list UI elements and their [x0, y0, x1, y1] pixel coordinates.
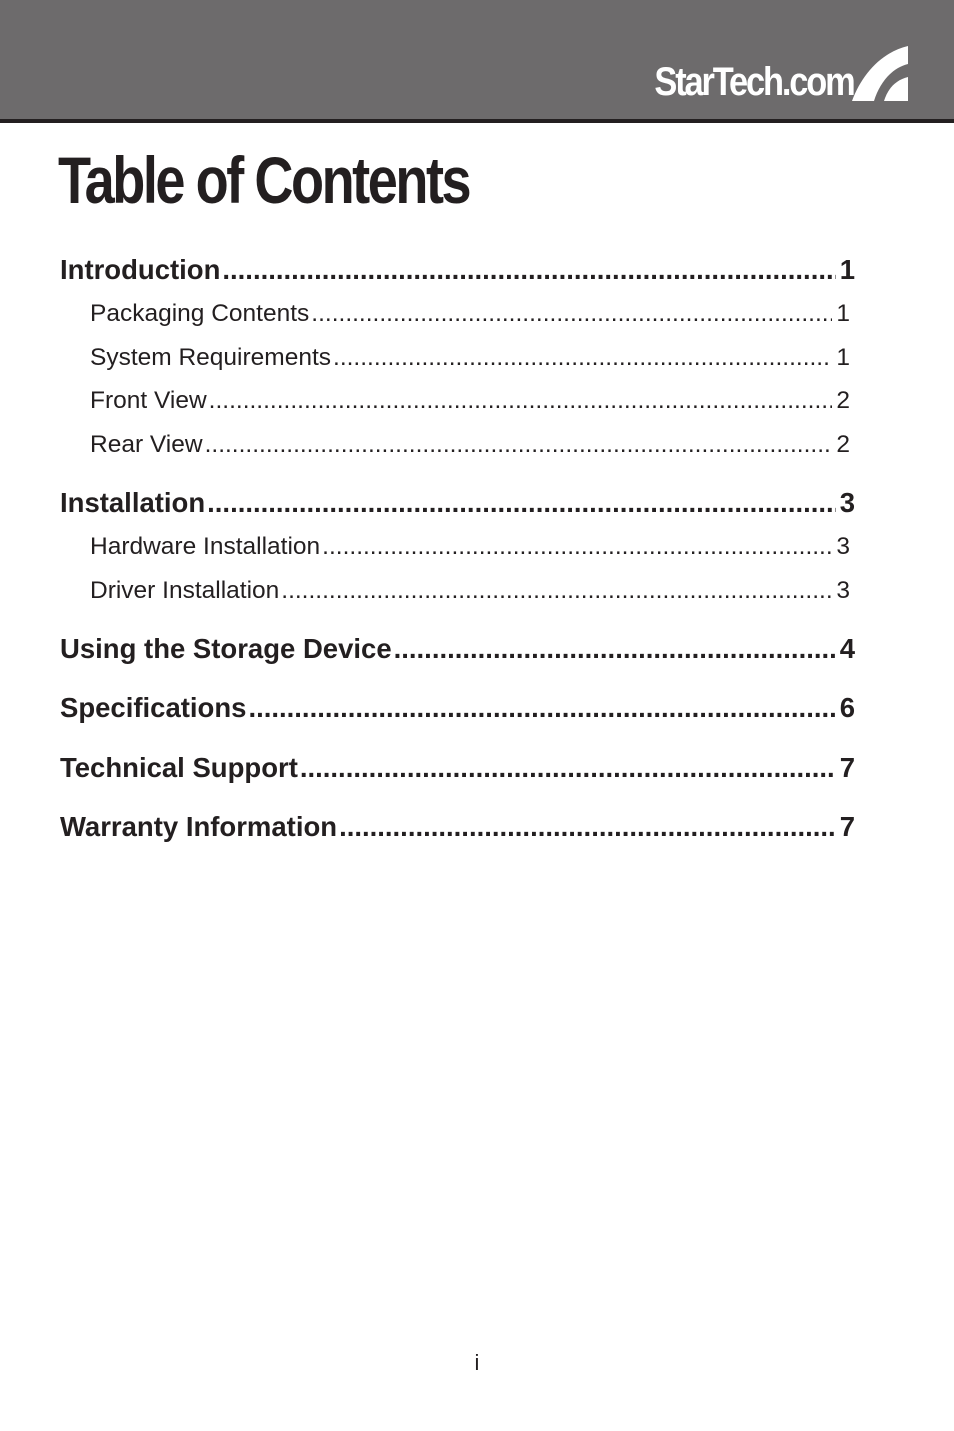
toc-entry-page: 1 — [836, 300, 850, 327]
toc-entry-label: System Requirements — [90, 344, 332, 371]
toc-entry-warranty-information[interactable] — [60, 811, 855, 847]
header-rule — [0, 119, 954, 123]
toc-dot-leader — [333, 344, 832, 372]
toc-entry-page: 2 — [836, 387, 850, 414]
toc-entry-label: Introduction — [60, 254, 221, 285]
brand-name: StarTech.com — [654, 60, 854, 104]
toc-dot-leader — [394, 633, 836, 665]
toc-entry-page: 1 — [836, 344, 850, 371]
toc-entry-label: Using the Storage Device — [60, 633, 392, 664]
toc-entry-system-requirements[interactable] — [90, 344, 850, 376]
toc-entry-label: Driver Installation — [90, 577, 280, 604]
toc-dot-leader — [339, 811, 836, 843]
toc-entry-rear-view[interactable] — [90, 431, 850, 463]
toc-dot-leader — [248, 692, 835, 724]
toc-dot-leader — [207, 487, 836, 519]
toc-entry-packaging-contents[interactable] — [90, 300, 850, 332]
toc-entry-label: Front View — [90, 387, 207, 414]
toc-dot-leader — [209, 387, 833, 415]
toc-dot-leader — [222, 254, 835, 286]
toc-entry-label: Rear View — [90, 431, 203, 458]
toc-entry-page: 7 — [839, 752, 855, 783]
toc-entry-label: Packaging Contents — [90, 300, 310, 327]
toc-entry-page: 3 — [839, 487, 855, 518]
toc-entry-installation[interactable] — [60, 487, 855, 523]
toc-entry-label: Technical Support — [60, 752, 298, 783]
toc-entry-using-the-storage-device[interactable] — [60, 633, 855, 669]
toc-entry-hardware-installation[interactable] — [90, 533, 850, 565]
toc-entry-page: 7 — [839, 811, 855, 842]
toc-entry-label: Warranty Information — [60, 811, 338, 842]
toc-entry-page: 2 — [836, 431, 850, 458]
toc-entry-front-view[interactable] — [90, 387, 850, 419]
toc-entry-page: 3 — [836, 533, 850, 560]
toc-entry-label: Specifications — [60, 692, 247, 723]
toc-dot-leader — [322, 533, 832, 561]
brand-swoosh-icon — [850, 44, 910, 102]
toc-entry-page: 6 — [839, 692, 855, 723]
toc-entry-introduction[interactable] — [60, 254, 855, 290]
page-number: i — [474, 1350, 480, 1375]
toc-entry-label: Hardware Installation — [90, 533, 321, 560]
toc-dot-leader — [205, 431, 833, 459]
toc-entry-page: 3 — [836, 577, 850, 604]
toc-entry-driver-installation[interactable] — [90, 577, 850, 609]
toc-dot-leader — [300, 752, 836, 784]
toc-entry-page: 1 — [839, 254, 855, 285]
toc-entry-specifications[interactable] — [60, 692, 855, 728]
toc-dot-leader — [281, 577, 832, 605]
page-title: Table of Contents — [58, 143, 470, 217]
toc-entry-label: Installation — [60, 487, 206, 518]
toc-entry-page: 4 — [839, 633, 855, 664]
brand-logo — [622, 44, 910, 102]
toc-dot-leader — [311, 300, 832, 328]
toc-entry-technical-support[interactable] — [60, 752, 855, 788]
